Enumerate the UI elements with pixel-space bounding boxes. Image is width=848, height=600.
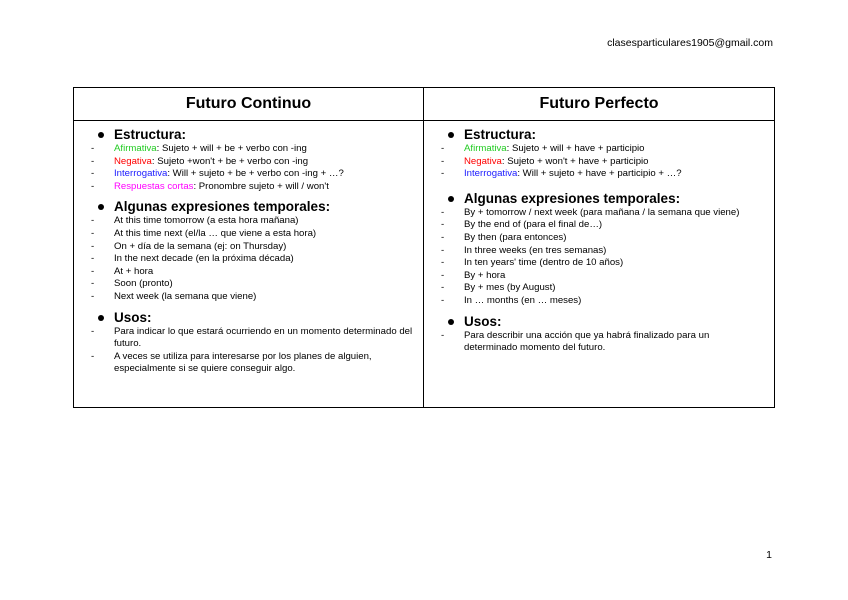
table-body-row (74, 121, 775, 408)
page-number: 1 (766, 549, 772, 561)
list-item (90, 168, 413, 181)
author-email: clasesparticulares1905@gmail.com (607, 37, 773, 49)
list-item: - Para indicar lo que estará ocurriendo en un momento determinado del futuro. (90, 326, 413, 351)
list-item: - By + hora (440, 270, 764, 283)
section-estructura (90, 127, 413, 193)
list-item (90, 156, 413, 169)
bullet-icon (448, 319, 454, 325)
bullet-icon (448, 196, 454, 202)
heading-text: Estructura: (464, 127, 537, 142)
list-item: - In the next decade (en la próxima década) (90, 253, 413, 266)
section-heading (440, 127, 764, 143)
list-item: - In ten years' time (dentro de 10 años) (440, 257, 764, 270)
rule-text: : Pronombre sujeto + will / won't (193, 180, 329, 192)
list-item: - By then (para entonces) (440, 232, 764, 245)
section-usos (440, 314, 764, 355)
section-heading (440, 314, 764, 330)
column-futuro-continuo (74, 121, 424, 408)
section-heading (440, 191, 764, 207)
tenses-table (73, 87, 775, 408)
list-item: - At this time tomorrow (a esta hora mañana) (90, 215, 413, 228)
rule-text: : Sujeto + will + be + verbo con -ing (156, 143, 307, 154)
label-negativa: Negativa (464, 155, 502, 167)
list-item: - By the end of (para el final de…) (440, 219, 764, 232)
label-respuestas-cortas: Respuestas cortas (114, 180, 194, 192)
column-futuro-perfecto (424, 121, 775, 408)
list-item: - Para describir una acción que ya habrá finalizado para un determinado momento del futuro. (440, 330, 764, 355)
heading-text: Algunas expresiones temporales: (464, 190, 681, 206)
rule-text: : Will + sujeto + be + verbo con -ing + …? (167, 168, 344, 180)
label-afirmativa: Afirmativa (114, 143, 157, 154)
heading-text: Estructura: (114, 127, 187, 142)
list-item: - A veces se utiliza para interesarse por los planes de alguien, especialmente si se quiere conseguir algo. (90, 351, 413, 376)
label-interrogativa: Interrogativa (114, 168, 168, 180)
column-title-futuro-perfecto: Futuro Perfecto (424, 88, 775, 121)
section-estructura (440, 127, 764, 181)
section-heading (90, 310, 413, 326)
estructura-list (440, 143, 764, 181)
bullet-icon (98, 315, 104, 321)
bullet-icon (98, 132, 104, 138)
expresiones-list (90, 215, 413, 303)
label-negativa: Negativa (114, 155, 152, 167)
list-item: - In three weeks (en tres semanas) (440, 245, 764, 258)
label-afirmativa: Afirmativa (464, 143, 507, 154)
list-item (440, 156, 764, 169)
list-item: - At + hora (90, 266, 413, 279)
list-item: - At this time next (el/la … que viene a esta hora) (90, 228, 413, 241)
section-expresiones (90, 199, 413, 303)
label-interrogativa: Interrogativa (464, 168, 518, 180)
rule-text: : Will + sujeto + have + participio + …? (517, 168, 682, 180)
heading-text: Algunas expresiones temporales: (114, 199, 331, 215)
rule-text: : Sujeto +won't + be + verbo con -ing (151, 155, 309, 167)
bullet-icon (98, 204, 104, 210)
list-item (440, 143, 764, 156)
list-item (90, 181, 413, 194)
rule-text: : Sujeto + won't + have + participio (501, 155, 649, 167)
list-item (440, 168, 764, 181)
list-item: - In … months (en … meses) (440, 295, 764, 308)
rule-text: : Sujeto + will + have + participio (506, 143, 645, 154)
list-item: - Soon (pronto) (90, 278, 413, 291)
section-heading (90, 199, 413, 215)
list-item (90, 143, 413, 156)
expresiones-list (440, 207, 764, 308)
table-header-row (74, 88, 775, 121)
bullet-icon (448, 132, 454, 138)
estructura-list (90, 143, 413, 193)
list-item: - By + mes (by August) (440, 282, 764, 295)
section-usos (90, 310, 413, 376)
usos-list (90, 326, 413, 376)
section-expresiones (440, 191, 764, 308)
list-item: - Next week (la semana que viene) (90, 291, 413, 304)
column-title-futuro-continuo: Futuro Continuo (74, 88, 424, 121)
list-item: - By + tomorrow / next week (para mañana / la semana que viene) (440, 207, 764, 220)
usos-list (440, 330, 764, 355)
heading-text: Usos: (464, 313, 502, 329)
section-heading (90, 127, 413, 143)
heading-text: Usos: (114, 309, 152, 325)
list-item: - On + día de la semana (ej: on Thursday) (90, 241, 413, 254)
